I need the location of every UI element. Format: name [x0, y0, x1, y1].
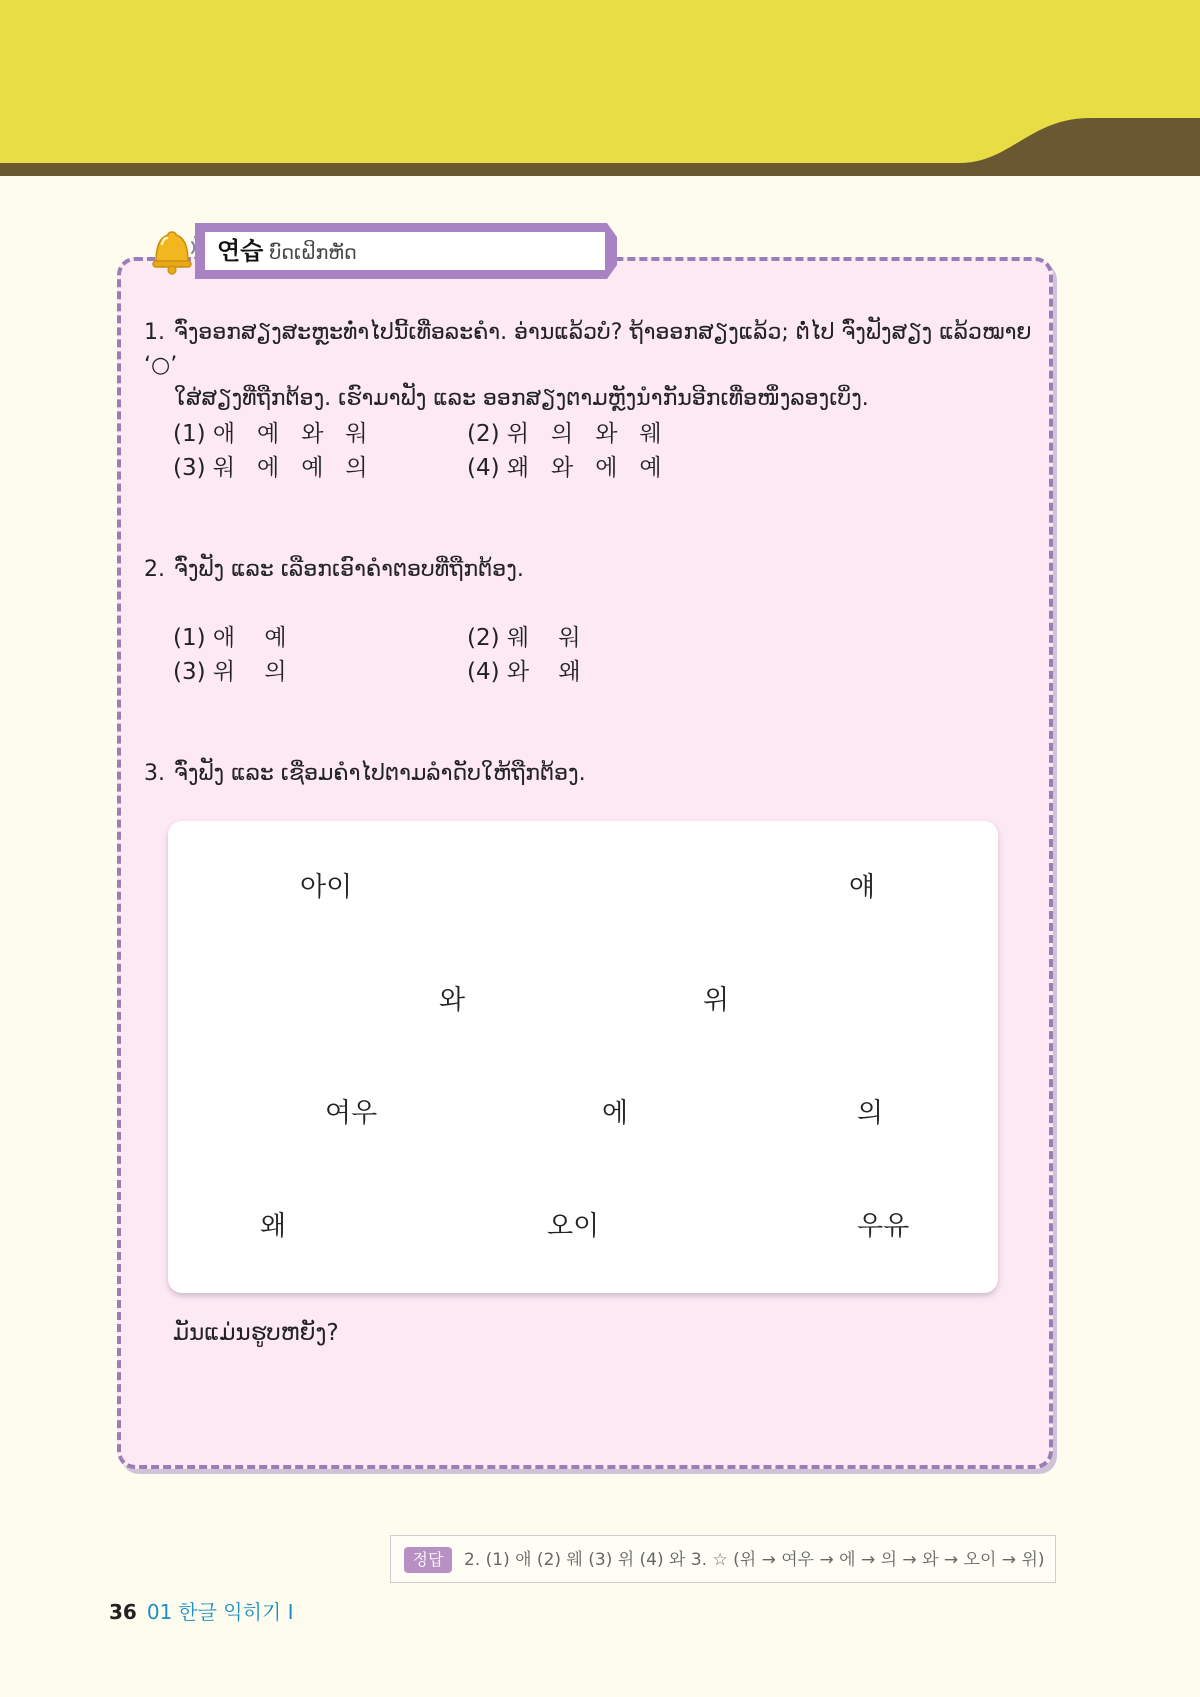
- answer-badge: 정답: [404, 1547, 452, 1573]
- question-1-text-line2: ໃສ່ສຽງທີ່ຖືກຕ້ອງ. ເຮົາມາຟັງ ແລະ ອອກສຽງຕາມຫຼັງນໍາກັນອີກເທື່ອໜຶ່ງລອງເບິ່ງ.: [174, 386, 869, 411]
- word-matching-panel: [168, 821, 998, 1293]
- match-word[interactable]: 아이: [300, 872, 353, 903]
- question-1: [144, 316, 1044, 415]
- match-word[interactable]: 의: [857, 1098, 884, 1129]
- q1-option-4: (4) 왜 와 에 예: [467, 455, 662, 481]
- section-title-korean: 연습: [217, 237, 264, 265]
- question-3: [144, 757, 586, 790]
- question-1-text-line1: ຈົ່ງອອກສຽງສະຫຼະທໍ່າໄປນີ້ເທື່ອລະຄໍາ. ອ່ານແລ້ວບໍ? ຖ້າອອກສຽງແລ້ວ; ຕໍ່ໄປ ຈົ່ງຟັງສຽງ ແລ້ວໝາຍ ‘○’: [144, 320, 1032, 378]
- question-3-text: ຈົ່ງຟັງ ແລະ ເຊື່ອມຄໍາໄປຕາມລໍາດັບໃຫ້ຖືກຕ້ອງ.: [174, 761, 586, 786]
- q2-option-1: (1) 애 예: [173, 625, 287, 651]
- match-word[interactable]: 우유: [857, 1211, 910, 1242]
- match-word[interactable]: 와: [439, 985, 466, 1016]
- question-2: [144, 553, 524, 586]
- match-word[interactable]: 여우: [325, 1098, 378, 1129]
- question-1-number: 1.: [144, 320, 165, 345]
- question-3-followup: ມັນແມ່ນຮູບຫຍັງ?: [173, 1320, 339, 1346]
- q2-option-4: (4) 와 왜: [467, 659, 581, 685]
- match-word[interactable]: 위: [703, 985, 730, 1016]
- match-word[interactable]: 에: [602, 1098, 629, 1129]
- q1-option-3: (3) 워 에 예 의: [173, 455, 368, 481]
- chapter-title: 한글 익히기 Ⅰ: [178, 1600, 294, 1624]
- answer-text: 2. (1) 애 (2) 웨 (3) 위 (4) 와 3. ☆ (위 → 여우 → 에 → 의 → 와 → 오이 → 위): [464, 1550, 1045, 1570]
- q1-option-2: (2) 위 의 와 웨: [467, 421, 662, 447]
- match-word[interactable]: 얘: [849, 872, 876, 903]
- question-3-number: 3.: [144, 761, 165, 786]
- page-number: 36: [109, 1600, 137, 1624]
- answer-key-box: [390, 1535, 1056, 1583]
- match-word[interactable]: 오이: [547, 1211, 600, 1242]
- q2-option-3: (3) 위 의: [173, 659, 287, 685]
- page-footer: [109, 1596, 294, 1625]
- q2-option-2: (2) 웨 워: [467, 625, 581, 651]
- section-title-lao: ບົດເຝິກຫັດ: [269, 242, 357, 264]
- match-word[interactable]: 왜: [260, 1211, 287, 1242]
- section-title-tab: [195, 223, 617, 279]
- chapter-number: 01: [146, 1600, 173, 1624]
- question-2-number: 2.: [144, 557, 165, 582]
- header-band: [0, 0, 1200, 180]
- q1-option-1: (1) 애 예 와 워: [173, 421, 368, 447]
- bell-icon: [148, 226, 200, 276]
- question-2-text: ຈົ່ງຟັງ ແລະ ເລືອກເອົາຄໍາຕອບທີ່ຖືກຕ້ອງ.: [174, 557, 524, 582]
